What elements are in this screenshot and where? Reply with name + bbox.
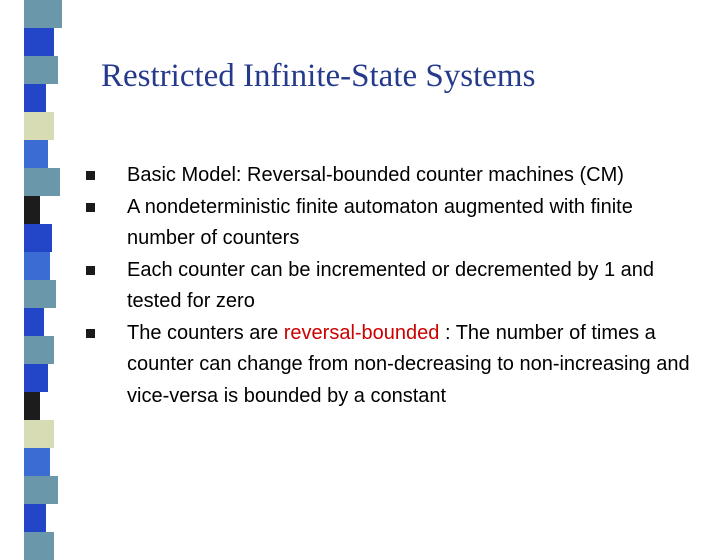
stripe-segment: [24, 420, 54, 448]
stripe-segment: [24, 476, 58, 504]
square-bullet-icon: [86, 266, 95, 275]
square-bullet-icon: [86, 203, 95, 212]
stripe-segment: [24, 336, 54, 364]
square-bullet-icon: [86, 171, 95, 180]
decorative-stripe-bar: [24, 0, 64, 540]
bullet-item: [86, 160, 696, 192]
stripe-segment: [24, 28, 54, 56]
stripe-segment: [24, 392, 40, 420]
bullet-item: [86, 255, 696, 318]
stripe-segment: [24, 84, 46, 112]
stripe-segment: [24, 252, 50, 280]
stripe-segment: [24, 140, 48, 168]
bullet-text: Each counter can be incremented or decremented by 1 and tested for zero: [127, 258, 654, 312]
bullet-item: [86, 192, 696, 255]
bullet-text: Basic Model: Reversal-bounded counter machines (CM): [127, 164, 624, 186]
stripe-segment: [24, 280, 56, 308]
bullet-item: [86, 318, 696, 413]
stripe-segment: [24, 308, 44, 336]
stripe-segment: [24, 448, 50, 476]
square-bullet-icon: [86, 329, 95, 338]
stripe-segment: [24, 224, 52, 252]
stripe-segment: [24, 56, 58, 84]
highlighted-term: reversal-bounded: [283, 321, 440, 344]
stripe-segment: [24, 196, 40, 224]
stripe-segment: [24, 364, 48, 392]
stripe-segment: [24, 168, 60, 196]
stripe-segment: [24, 532, 54, 560]
bullet-text: A nondeterministic finite automaton augmented with finite number of counters: [127, 195, 633, 249]
stripe-segment: [24, 112, 54, 140]
stripe-segment: [24, 0, 62, 28]
stripe-segment: [24, 504, 46, 532]
bullet-list: [86, 160, 696, 412]
bullet-text-suffix: : The number of times a counter can change from non-decreasing to non-increasing and vice-versa is bounded by a constant: [127, 321, 690, 407]
bullet-text-prefix: The counters are: [127, 321, 284, 344]
slide-title: Restricted Infinite-State Systems: [101, 58, 536, 94]
